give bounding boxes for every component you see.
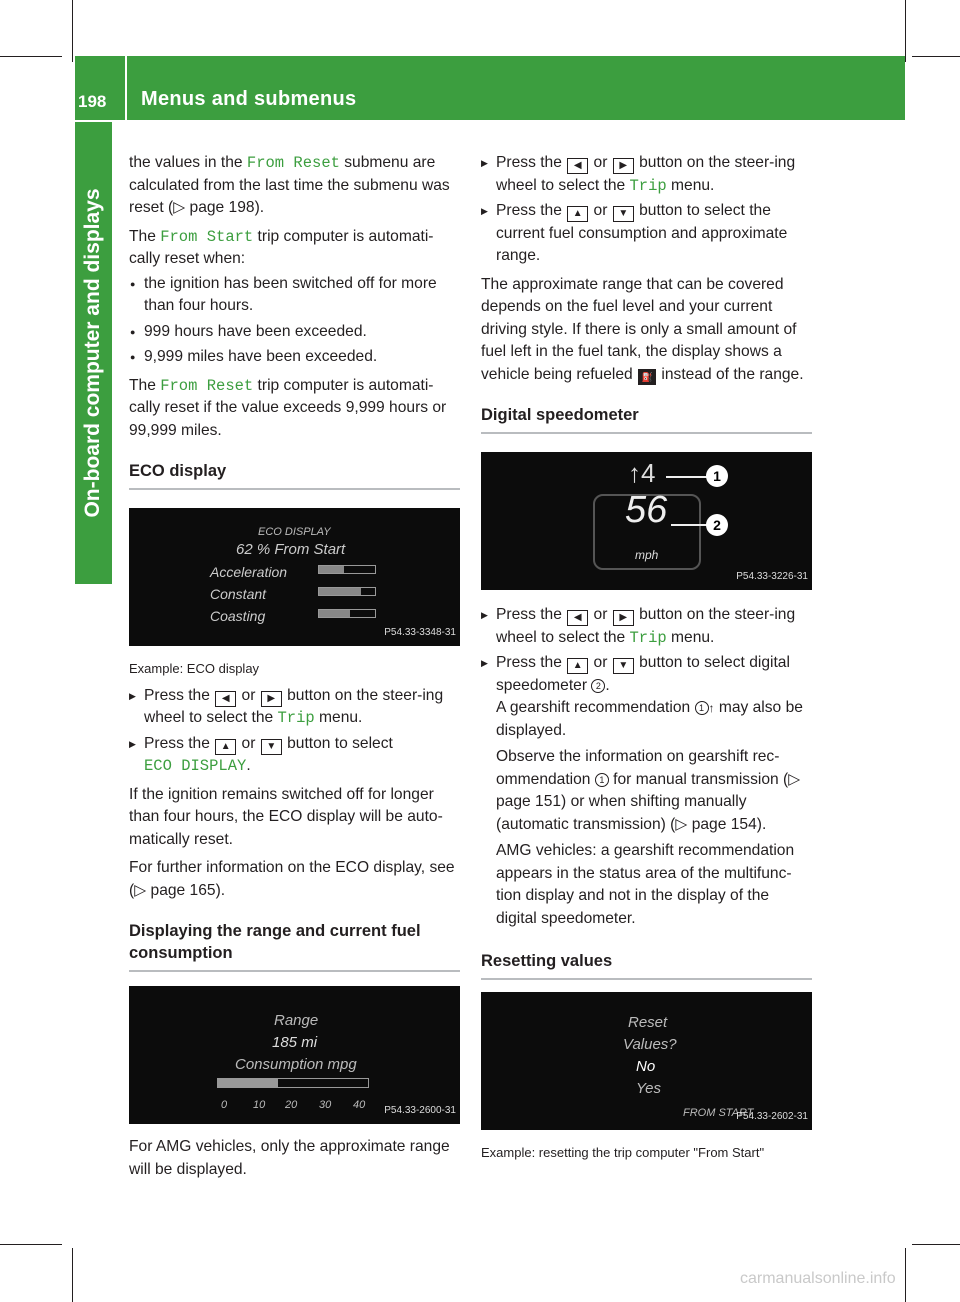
page-ref-icon: ▷ [788,770,801,788]
menu-link-from-reset[interactable]: From Reset [246,154,340,172]
up-key-icon: ▲ [567,206,588,222]
crop-mark [905,1248,906,1302]
reset-display-image [481,992,812,1130]
right-key-icon: ▶ [613,610,634,626]
eco-row-label: Constant [210,586,267,602]
list-item: ● 9,999 miles have been exceeded. [129,346,460,369]
section-heading-resetting: Resetting values [481,950,812,980]
figure-code: P54.33-3348-31 [384,626,456,638]
menu-link-trip[interactable]: Trip [629,628,667,647]
crop-mark [912,56,960,57]
tick-label: 30 [319,1099,332,1111]
speed-unit: mph [635,548,659,562]
figure-code: P54.33-3226-31 [736,570,808,582]
eco-bar [318,609,376,618]
crop-mark [72,1248,73,1302]
callout-1-icon: 1 [595,773,609,787]
chapter-tab-label: On-board computer and displays [81,188,104,518]
gear-indicator: ↑4 [628,458,656,488]
range-value: 185 mi [272,1034,318,1051]
speed-value: 56 [625,489,668,531]
step-note: A gearshift recommendation 1 ↑ may also be displayed. [496,699,803,739]
left-key-icon: ◀ [567,610,588,626]
down-key-icon: ▼ [613,658,634,674]
up-key-icon: ▲ [215,739,236,755]
eco-row-label: Coasting [210,608,266,624]
speedometer-image [481,452,812,590]
instruction-step: ▶ Press the ◀ or ▶ button on the steer-ing wheel to select the Trip menu. [129,685,460,730]
figure-code: P54.33-2602-31 [736,1110,808,1122]
callout-line [666,476,708,478]
menu-link-from-reset[interactable]: From Reset [160,376,254,395]
section-heading-range: Displaying the range and current fuel consumption [129,920,460,972]
list-item: ● 999 hours have been exceeded. [129,321,460,344]
callout-line [671,524,707,526]
down-key-icon: ▼ [613,206,634,222]
section-heading-eco: ECO display [129,460,460,490]
eco-title: ECO DISPLAY [258,526,331,538]
tick-label: 40 [353,1099,366,1111]
upshift-arrow-icon: ↑ [708,701,715,715]
menu-link-trip[interactable]: Trip [629,176,667,195]
eco-display-image [129,508,460,646]
instruction-step: ▶ Press the ▲ or ▼ button to select digital speedometer 2 . A gearshift recommendation 1 ↑ may also be displayed. Observe the information on gearshift rec-ommendation 1 for manual transmission (▷ page 151) or when shifting manually (automatic transmission) (▷ page 154). AMG vehicles: a gearshift recommendation appears in the status area of the multifunc-tion display and not in the display of the digital speedometer. [481,652,812,930]
callout-2-icon: 2 [591,679,605,693]
refuel-icon: ⛽ [638,369,656,385]
callout-1: 1 [706,465,728,487]
crop-mark [72,0,73,62]
figure-caption: Example: ECO display [129,661,260,676]
consumption-label: Consumption mpg [235,1056,357,1073]
left-key-icon: ◀ [567,158,588,174]
tick-label: 0 [221,1099,228,1111]
menu-link-eco-display[interactable]: ECO DISPLAY [144,757,247,775]
page-ref-icon: ▷ [134,881,147,899]
callout-1-icon: 1 [695,701,709,715]
range-label: Range [274,1012,319,1029]
reset-line: Reset [628,1014,668,1031]
crop-mark [912,1244,960,1245]
paragraph: For further information on the ECO display, see (▷ page 165). [129,859,455,899]
paragraph: The approximate range that can be covered depends on the fuel level and your current driving style. If there is only a small amount of fuel left in the fuel tank, the display shows a vehicle being refueled ⛽ instead of the range. [481,275,804,383]
eco-percent: 62 % From Start [236,541,346,558]
page-ref-icon: ▷ [675,815,688,833]
eco-bar [318,587,376,596]
step-note: Observe the information on gearshift rec-ommendation 1 for manual transmission (▷ page 151) or when shifting manually (automatic transmission) (▷ page 154). [496,748,801,833]
section-heading-speedometer: Digital speedometer [481,404,812,434]
step-note: AMG vehicles: a gearshift recommendation appears in the status area of the multifunc-tion display and not in the display of the digital speedometer. [496,842,795,927]
paragraph: The From Start trip computer is automati-cally reset when: [129,227,434,267]
paragraph: For AMG vehicles, only the approximate range will be displayed. [129,1138,450,1178]
left-key-icon: ◀ [215,691,236,707]
right-key-icon: ▶ [613,158,634,174]
right-column [481,152,812,1165]
reset-option-yes[interactable]: Yes [636,1080,662,1097]
page-number: 198 [78,92,107,111]
instruction-step: ▶ Press the ▲ or ▼ button to select ECO DISPLAY. [129,733,460,778]
menu-link-trip[interactable]: Trip [277,709,315,727]
instruction-step: ▶ Press the ◀ or ▶ button on the steer-ing wheel to select the Trip menu. [481,604,812,649]
list-item: ● the ignition has been switched off for more than four hours. [129,273,460,318]
instruction-step: ▶ Press the ◀ or ▶ button on the steer-ing wheel to select the Trip menu. [481,152,812,197]
figure-caption: Example: resetting the trip computer "From Start" [481,1145,765,1160]
paragraph: If the ignition remains switched off for longer than four hours, the ECO display will be auto-matically reset. [129,785,443,848]
callout-2: 2 [706,514,728,536]
page-title: Menus and submenus [141,88,357,110]
crop-mark [0,56,62,57]
paragraph: the values in the From Reset submenu are calculated from the last time the submenu was reset (▷ page 198). [129,154,450,216]
left-column [129,152,460,1187]
reset-footer: FROM START [683,1107,754,1119]
paragraph: The From Reset trip computer is automati-cally reset if the value exceeds 9,999 hours or 99,999 miles. [129,376,447,439]
reset-line: Values? [623,1036,677,1053]
crop-mark [905,0,906,62]
tick-label: 10 [253,1099,266,1111]
page-ref-icon: ▷ [173,199,186,216]
tick-label: 20 [285,1099,298,1111]
crop-mark [0,1244,62,1245]
figure-code: P54.33-2600-31 [384,1104,456,1116]
down-key-icon: ▼ [261,739,282,755]
instruction-step: ▶ Press the ▲ or ▼ button to select the current fuel consumption and approximate range. [481,200,812,268]
range-display-image [129,986,460,1124]
up-key-icon: ▲ [567,658,588,674]
watermark: carmanualsonline.info [740,1270,896,1287]
consumption-bar [217,1078,369,1088]
reset-option-no[interactable]: No [636,1058,656,1075]
menu-link-from-start[interactable]: From Start [160,227,254,246]
eco-bar [318,565,376,574]
right-key-icon: ▶ [261,691,282,707]
eco-row-label: Acceleration [210,564,288,580]
